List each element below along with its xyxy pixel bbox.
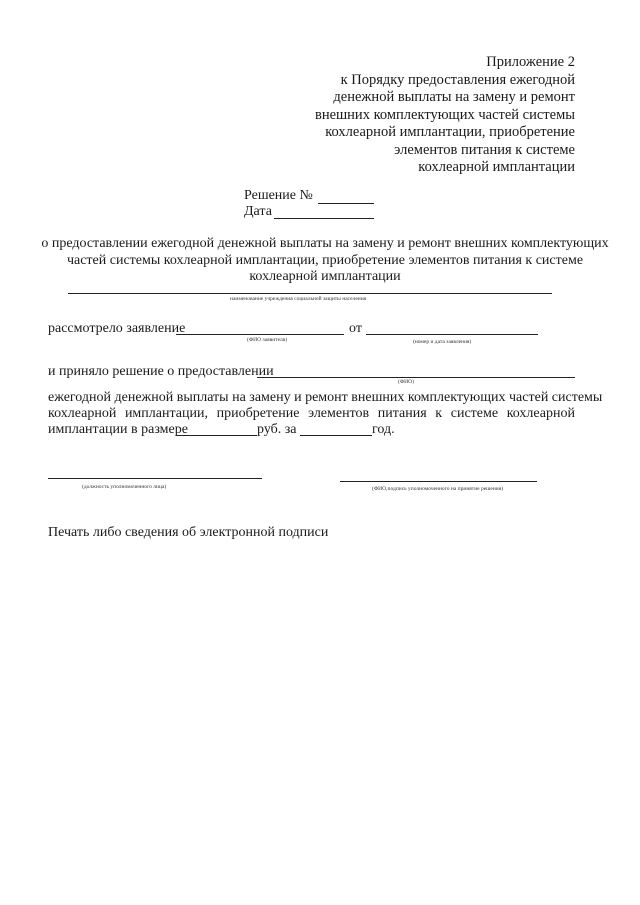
appendix-line: элементов питания к системе	[394, 141, 575, 158]
appendix-title: Приложение 2	[486, 54, 575, 70]
institution-caption: наименование учреждения социальной защиты населения	[230, 296, 367, 302]
recipient-fio-field[interactable]	[257, 377, 575, 378]
fio-caption: (ФИО)	[398, 379, 414, 385]
institution-field[interactable]	[68, 293, 552, 294]
grant-text-line: кохлеарной имплантации, приобретение элементов питания к системе кохлеарной	[48, 406, 575, 421]
decision-date-label: Дата	[244, 204, 272, 219]
decision-subject	[40, 236, 610, 286]
appendix-header	[255, 54, 575, 177]
appendix-line: к Порядку предоставления ежегодной	[340, 71, 575, 88]
subject-line: о предоставлении ежегодной денежной выплаты на замену и ремонт внешних комплектующих	[41, 236, 609, 251]
appendix-line: внешних комплектующих частей системы	[314, 106, 575, 123]
decision-number-label: Решение №	[244, 188, 313, 203]
reviewed-label: рассмотрело заявление	[48, 321, 186, 336]
official-position-caption: (должность уполномоченного лица)	[82, 484, 167, 490]
decision-number-field[interactable]	[318, 203, 374, 204]
year-field[interactable]	[300, 435, 372, 436]
seal-note: Печать либо сведения об электронной подписи	[48, 525, 329, 540]
number-date-caption: (номер и дата заявления)	[413, 339, 472, 345]
year-label: год.	[372, 422, 395, 437]
amount-field[interactable]	[177, 435, 257, 436]
subject-line: частей системы кохлеарной имплантации, приобретение элементов питания к системе	[66, 252, 584, 268]
application-number-date-field[interactable]	[366, 334, 538, 335]
appendix-line: кохлеарной имплантации, приобретение	[325, 124, 575, 140]
official-position-field[interactable]	[48, 478, 262, 479]
applicant-caption: (ФИО заявителя)	[247, 337, 288, 343]
grant-decision-label: и приняло решение о предоставлении	[48, 364, 274, 379]
appendix-line: кохлеарной имплантации	[418, 159, 575, 175]
from-label: от	[349, 321, 362, 336]
appendix-line: денежной выплаты на замену и ремонт	[333, 89, 575, 105]
rub-label: руб. за	[257, 422, 297, 437]
grant-text-line: ежегодной денежной выплаты на замену и ремонт внешних комплектующих частей системы	[48, 390, 603, 405]
decision-date-field[interactable]	[274, 218, 374, 219]
applicant-fio-field[interactable]	[176, 334, 344, 335]
official-signature-caption: (ФИО,подпись уполномоченного на принятие решения)	[372, 486, 504, 492]
official-signature-field[interactable]	[340, 481, 537, 482]
amount-prefix: имплантации в размере	[48, 422, 188, 437]
subject-line: кохлеарной имплантации	[249, 269, 401, 284]
